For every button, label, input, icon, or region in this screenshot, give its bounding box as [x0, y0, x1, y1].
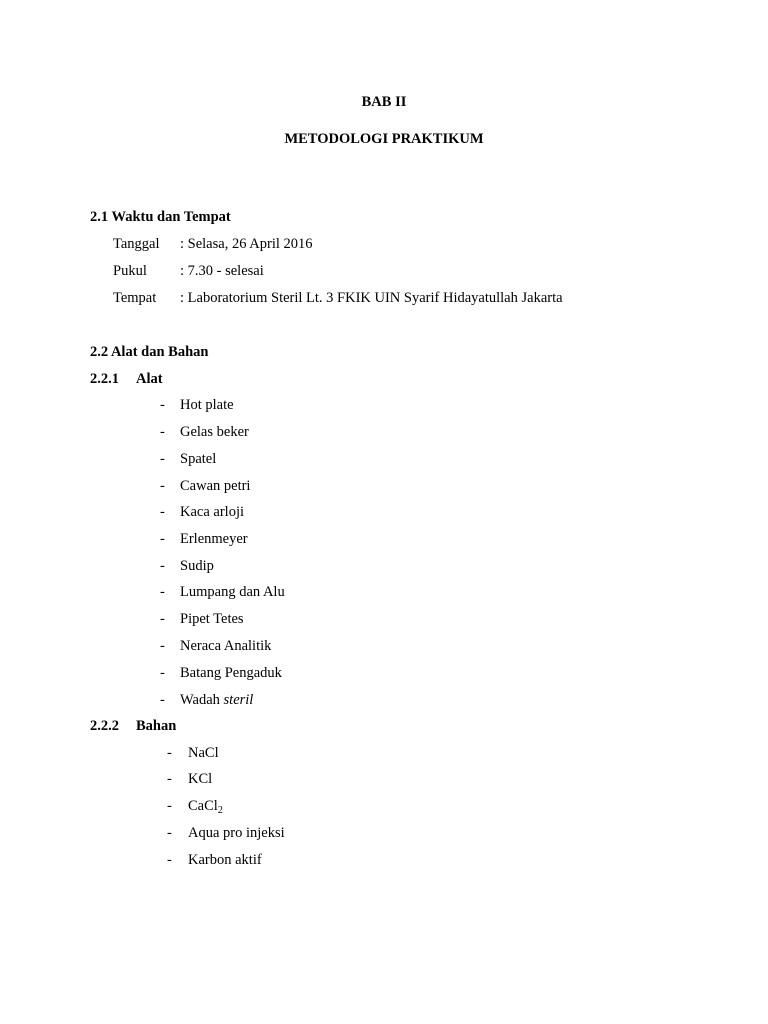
bullet-dash: -	[160, 504, 165, 520]
list-item-text: Gelas beker	[180, 424, 249, 440]
bullet-dash: -	[160, 531, 165, 547]
formula-base: CaCl	[188, 798, 218, 814]
list-item-text: Kaca arloji	[180, 504, 245, 520]
list-item-text: Cawan petri	[180, 478, 251, 494]
chapter-heading: BAB II	[361, 94, 407, 110]
list-item-text: Karbon aktif	[188, 852, 262, 868]
section-heading-2-2: 2.2 Alat dan Bahan	[90, 344, 209, 360]
info-label: Tempat	[113, 290, 157, 306]
info-value: : 7.30 - selesai	[180, 263, 264, 279]
list-item-text: Erlenmeyer	[180, 531, 248, 547]
bullet-dash: -	[160, 478, 165, 494]
list-item-text: Sudip	[180, 558, 214, 574]
bullet-dash: -	[160, 397, 165, 413]
formula-subscript: 2	[217, 805, 223, 816]
subsection-number: 2.2.1	[90, 371, 119, 387]
list-item-prefix: Wadah	[180, 692, 220, 708]
document-title: METODOLOGI PRAKTIKUM	[284, 131, 484, 147]
section-heading-2-1: 2.1 Waktu dan Tempat	[90, 209, 231, 225]
bullet-dash: -	[167, 745, 172, 761]
list-item-text: Batang Pengaduk	[180, 665, 282, 681]
list-item-text: Neraca Analitik	[180, 638, 272, 654]
info-value: : Laboratorium Steril Lt. 3 FKIK UIN Syarif Hidayatullah Jakarta	[180, 290, 563, 306]
bullet-dash: -	[160, 692, 165, 708]
bullet-dash: -	[160, 424, 165, 440]
info-label: Tanggal	[113, 236, 160, 252]
bullet-dash: -	[160, 638, 165, 654]
info-value: : Selasa, 26 April 2016	[180, 236, 313, 252]
list-item-text	[180, 691, 253, 709]
bullet-dash: -	[167, 852, 172, 868]
bullet-dash: -	[167, 825, 172, 841]
info-label: Pukul	[113, 263, 147, 279]
list-item-text: NaCl	[188, 745, 219, 761]
bullet-dash: -	[160, 558, 165, 574]
list-item-text: Hot plate	[180, 397, 234, 413]
list-item-text: Aqua pro injeksi	[188, 825, 285, 841]
subsection-title: Alat	[136, 371, 163, 387]
bullet-dash: -	[160, 451, 165, 467]
bullet-dash: -	[160, 665, 165, 681]
subsection-number: 2.2.2	[90, 718, 119, 734]
list-item-text	[188, 797, 223, 815]
bullet-dash: -	[160, 584, 165, 600]
subsection-title: Bahan	[136, 718, 177, 734]
list-item-text: Pipet Tetes	[180, 611, 244, 627]
list-item-text: KCl	[188, 771, 213, 787]
list-item-text: Spatel	[180, 451, 217, 467]
bullet-dash: -	[167, 771, 172, 787]
bullet-dash: -	[167, 798, 172, 814]
bullet-dash: -	[160, 611, 165, 627]
list-item-italic: steril	[223, 692, 254, 708]
list-item-text: Lumpang dan Alu	[180, 584, 285, 600]
